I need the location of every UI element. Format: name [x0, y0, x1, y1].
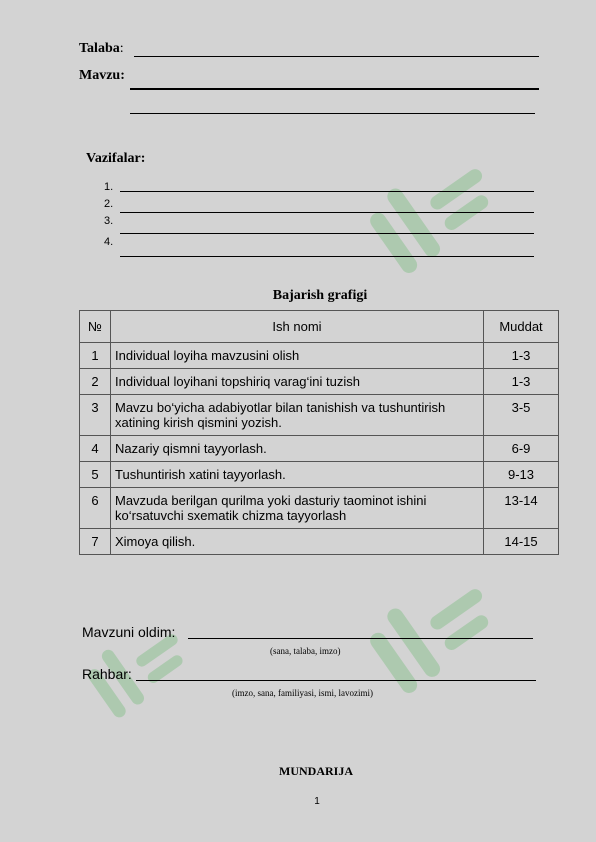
row-number: 4: [80, 436, 111, 462]
supervisor-label: Rahbar:: [82, 666, 132, 682]
task-field[interactable]: [120, 212, 534, 213]
supervisor-hint: (imzo, sana, familiyasi, ismi, lavozimi): [232, 688, 373, 698]
row-deadline: 6-9: [484, 436, 559, 462]
task-field[interactable]: [120, 233, 534, 234]
tasks-heading: Vazifalar:: [86, 151, 146, 166]
schedule-title: Bajarish grafigi: [272, 288, 368, 303]
task-number: 1.: [104, 181, 114, 193]
table-row: [80, 343, 559, 369]
row-task: Individual loyiha mavzusini olish: [111, 343, 484, 369]
row-number: 5: [80, 462, 111, 488]
topic-label: Mavzu:: [79, 68, 125, 83]
task-number: 3.: [104, 215, 114, 227]
topic-field-line2[interactable]: [130, 113, 535, 114]
row-deadline: 14-15: [484, 529, 559, 555]
watermark-logo-icon: [360, 560, 510, 720]
row-number: 1: [80, 343, 111, 369]
row-task: Nazariy qismni tayyorlash.: [111, 436, 484, 462]
table-header-row: [80, 311, 559, 343]
table-row: [80, 529, 559, 555]
topic-field[interactable]: [130, 88, 539, 90]
row-deadline: 1-3: [484, 369, 559, 395]
row-deadline: 1-3: [484, 343, 559, 369]
page-number: 1: [314, 796, 320, 807]
row-task: Ximoya qilish.: [111, 529, 484, 555]
supervisor-field[interactable]: [136, 680, 536, 681]
table-row: [80, 488, 559, 529]
row-number: 7: [80, 529, 111, 555]
schedule-table: [79, 310, 559, 555]
row-task: Individual loyihani topshiriq varag‘ini tuzish: [111, 369, 484, 395]
table-row: [80, 395, 559, 436]
student-label: Talaba:: [79, 41, 124, 56]
watermark-logo-icon: [360, 140, 510, 300]
task-field[interactable]: [120, 191, 534, 192]
contents-heading: MUNDARIJA: [279, 764, 353, 778]
column-header: Ish nomi: [111, 311, 484, 343]
row-task: Tushuntirish xatini tayyorlash.: [111, 462, 484, 488]
received-hint: (sana, talaba, imzo): [270, 646, 341, 656]
row-deadline: 3-5: [484, 395, 559, 436]
column-header: Muddat: [484, 311, 559, 343]
task-number: 4.: [104, 236, 114, 248]
received-field[interactable]: [188, 638, 533, 639]
table-row: [80, 369, 559, 395]
student-field[interactable]: [134, 56, 539, 57]
table-row: [80, 436, 559, 462]
table-row: [80, 462, 559, 488]
row-deadline: 9-13: [484, 462, 559, 488]
row-task: Mavzu bo‘yicha adabiyotlar bilan tanishish va tushuntirish xatining kirish qismini yozish.: [111, 395, 484, 436]
received-label: Mavzuni oldim:: [82, 624, 176, 640]
task-field[interactable]: [120, 256, 534, 257]
row-number: 3: [80, 395, 111, 436]
row-number: 6: [80, 488, 111, 529]
row-number: 2: [80, 369, 111, 395]
row-task: Mavzuda berilgan qurilma yoki dasturiy taominot ishini ko‘rsatuvchi sxematik chizma tayyorlash: [111, 488, 484, 529]
column-header: №: [80, 311, 111, 343]
task-number: 2.: [104, 198, 114, 210]
task-list: [104, 180, 113, 250]
row-deadline: 13-14: [484, 488, 559, 529]
